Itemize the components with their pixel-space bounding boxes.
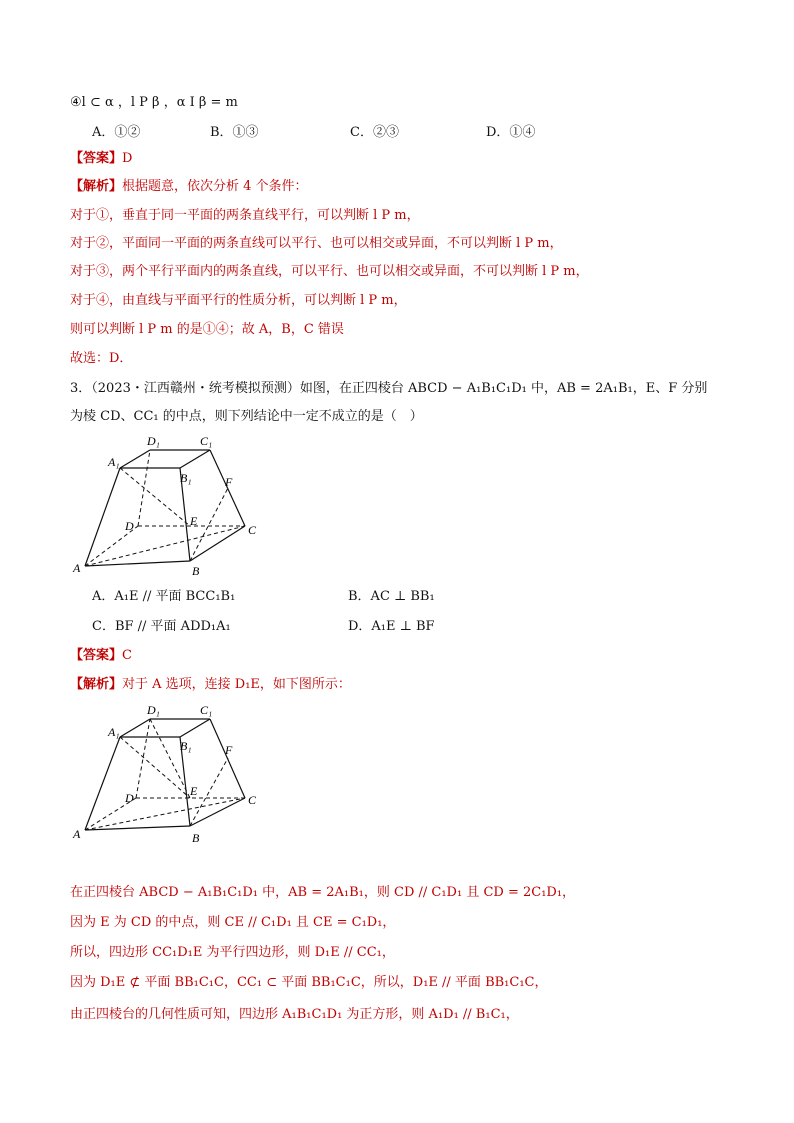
- answer-label: 【答案】: [70, 648, 123, 663]
- q2-condition-4: ④l ⊂ α ，l P β ，α I β = m: [70, 95, 238, 110]
- analysis-text: 根据题意，依次分析 4 个条件：: [122, 179, 308, 194]
- q3-option-c: C．BF // 平面 ADD₁A₁: [92, 619, 231, 634]
- label-c: C: [248, 793, 257, 807]
- label-c: C: [248, 523, 257, 537]
- q2-option-b: B．①③: [210, 125, 259, 140]
- q3-analysis-line-2: 所以，四边形 CC₁D₁E 为平行四边形，则 D₁E // CC₁，: [70, 945, 395, 960]
- answer-value: D: [122, 151, 133, 166]
- label-b: B: [192, 831, 200, 845]
- label-f: F: [225, 475, 233, 489]
- q2-analysis-line-2: 对于②，平面同一平面的两条直线可以平行、也可以相交或异面，不可以判断 l P m，: [70, 236, 563, 251]
- label-e: E: [190, 514, 198, 528]
- q3-stem-line-2: 为棱 CD、CC₁ 的中点，则下列结论中一定不成立的是（ ）: [70, 409, 423, 424]
- q2-option-d: D．①④: [486, 125, 536, 140]
- q3-option-b: B．AC ⊥ BB₁: [348, 589, 435, 604]
- label-a1: A₁: [108, 725, 120, 739]
- q2-analysis-line-5: 则可以判断 l P m 的是①④；故 A，B，C 错误: [70, 322, 344, 337]
- analysis-text: 对于 A 选项，连接 D₁E，如下图所示：: [122, 677, 351, 692]
- label-e: E: [190, 784, 198, 798]
- q2-analysis-line-0: [70, 178, 308, 196]
- q3-answer: [70, 647, 132, 665]
- q2-option-a: A．①②: [92, 125, 141, 140]
- q2-analysis-line-4: 对于④，由直线与平面平行的性质分析，可以判断 l P m，: [70, 293, 407, 308]
- q3-analysis-first: [70, 676, 351, 694]
- q3-option-a: A．A₁E // 平面 BCC₁B₁: [92, 589, 236, 604]
- q3-option-d: D．A₁E ⊥ BF: [348, 619, 435, 634]
- q2-answer: [70, 150, 132, 168]
- analysis-label: 【解析】: [70, 179, 123, 194]
- q3-analysis-line-4: 由正四棱台的几何性质可知，四边形 A₁B₁C₁D₁ 为正方形，则 A₁D₁ // B₁C₁，: [70, 1007, 519, 1022]
- q3-analysis-line-3: 因为 D₁E ⊄ 平面 BB₁C₁C，CC₁ ⊂ 平面 BB₁C₁C，所以，D₁E // 平面 BB₁C₁C，: [70, 975, 548, 990]
- label-c1: C₁: [200, 434, 213, 448]
- q3-analysis-line-1: 因为 E 为 CD 的中点，则 CE // C₁D₁ 且 CE = C₁D₁，: [70, 915, 396, 930]
- label-a: A: [73, 561, 81, 575]
- q2-analysis-line-1: 对于①，垂直于同一平面的两条直线平行，可以判断 l P m，: [70, 208, 420, 223]
- label-d: D: [125, 519, 134, 533]
- label-d1: D₁: [147, 434, 160, 448]
- q3-analysis-line-0: 在正四棱台 ABCD − A₁B₁C₁D₁ 中，AB = 2A₁B₁，则 CD // C₁D₁ 且 CD = 2C₁D₁，: [70, 885, 576, 900]
- answer-label: 【答案】: [70, 151, 123, 166]
- answer-value: C: [122, 648, 132, 663]
- label-a1: A₁: [108, 455, 120, 469]
- frustum-figure-1: [70, 430, 270, 580]
- label-b1: B₁: [180, 471, 192, 485]
- label-d1: D₁: [147, 703, 160, 717]
- label-a: A: [73, 827, 81, 841]
- label-d: D: [125, 791, 134, 805]
- label-c1: C₁: [200, 703, 213, 717]
- frustum-figure-2: [70, 700, 270, 850]
- label-b1: B₁: [180, 739, 192, 753]
- label-f: F: [225, 743, 233, 757]
- label-b: B: [192, 564, 200, 578]
- analysis-label: 【解析】: [70, 677, 123, 692]
- q2-option-c: C．②③: [350, 125, 399, 140]
- q2-analysis-line-6: 故选：D．: [70, 351, 133, 366]
- q2-analysis-line-3: 对于③，两个平行平面内的两条直线，可以平行、也可以相交或异面，不可以判断 l P m，: [70, 264, 589, 279]
- q3-stem-line-1: 3．（2023・江西赣州・统考模拟预测）如图，在正四棱台 ABCD − A₁B₁C₁D₁ 中，AB = 2A₁B₁，E、F 分别: [70, 381, 708, 396]
